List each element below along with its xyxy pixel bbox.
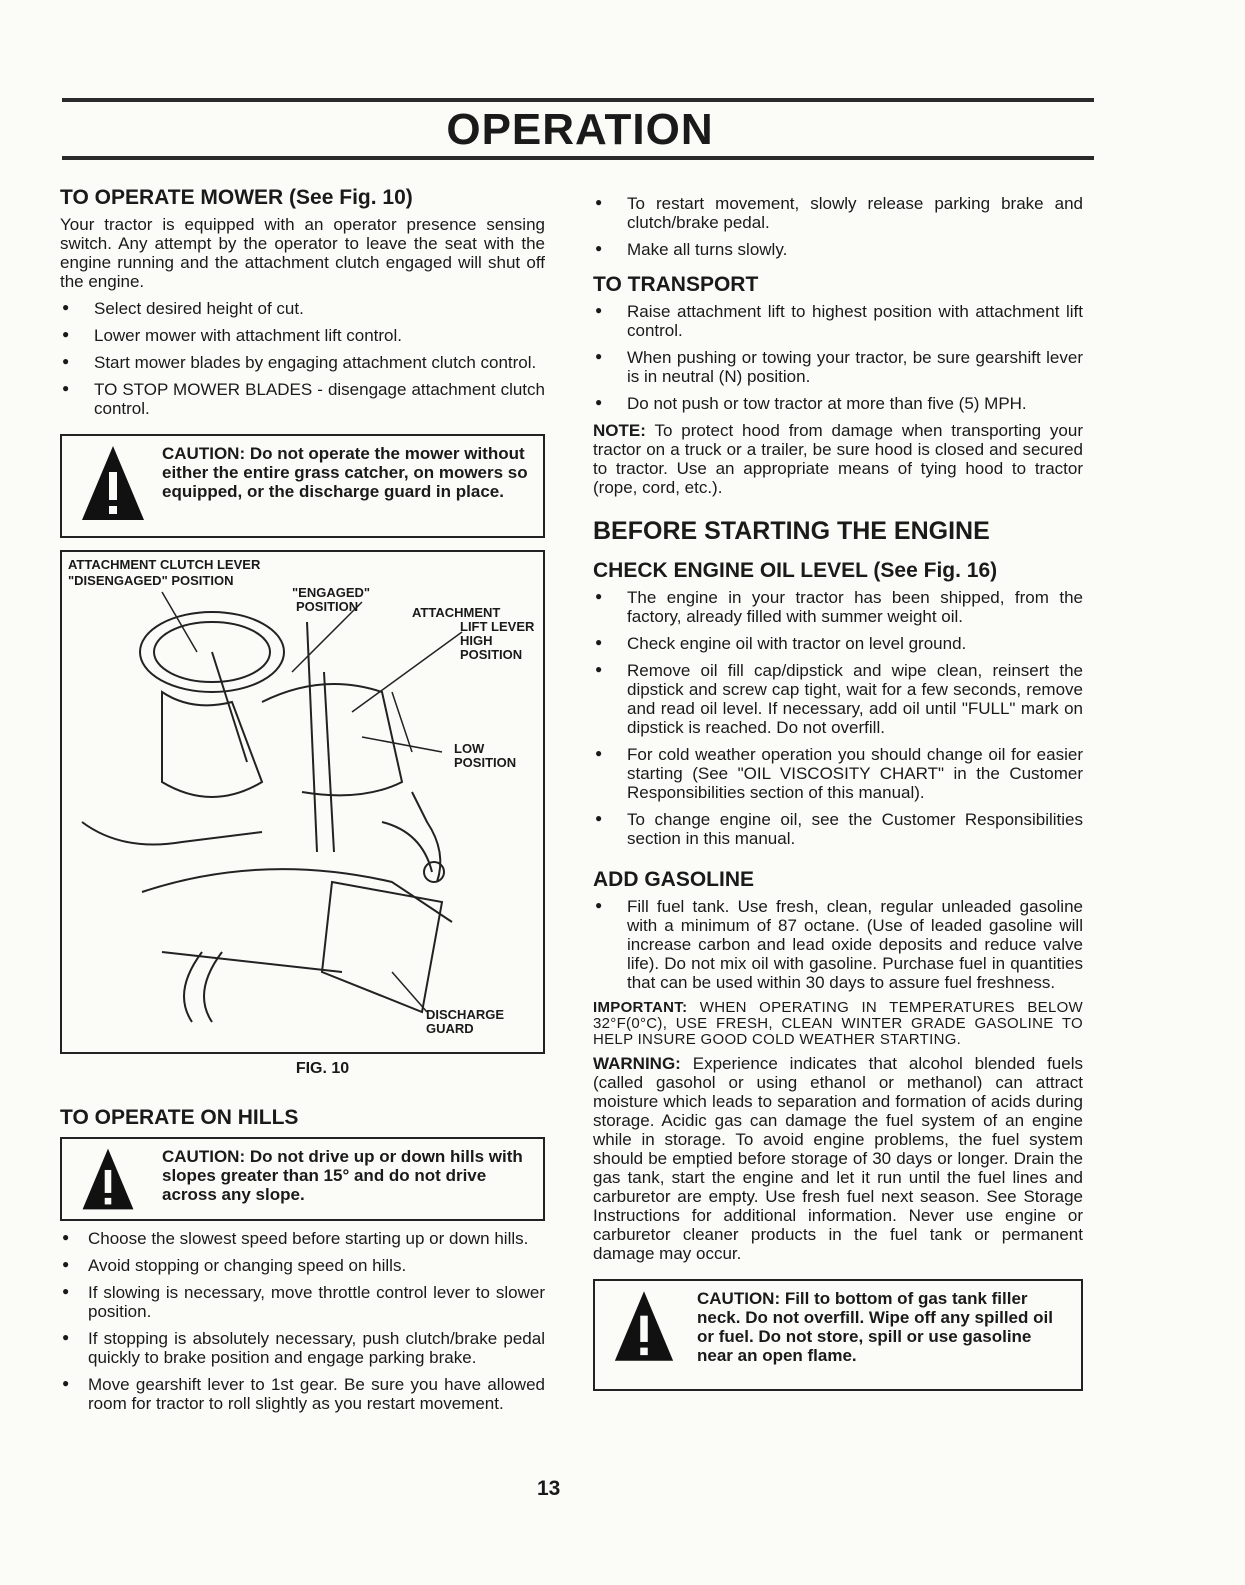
bullet-icon: ●: [62, 354, 70, 368]
list-item: ● The engine in your tractor has been shipped, from the factory, already filled with summer weight oil.: [595, 588, 1083, 626]
list-item: ● To restart movement, slowly release parking brake and clutch/brake pedal.: [595, 194, 1083, 232]
warning-triangle-icon: [613, 1289, 675, 1363]
gasoline-bullets: [593, 897, 1083, 992]
list-item: ● Do not push or tow tractor at more than five (5) MPH.: [595, 394, 1027, 413]
right-column: [593, 186, 1083, 1391]
label-low-1: LOW: [454, 741, 485, 756]
list-item: ● Remove oil fill cap/dipstick and wipe clean, reinsert the dipstick and screw cap tight, wait for a few seconds, remove and read oil level. If necessary, add oil until "FULL" mark on dipstick is reached. Do not overfill.: [595, 661, 1083, 737]
list-item: ● Fill fuel tank. Use fresh, clean, regular unleaded gasoline with a minimum of 87 octane. (Use of leaded gasoline will increase carbon and lead oxide deposits and reduce valve life). Do not mix oil with gasoline. Purchase fuel in quantities that can be used within 30 days to assure fuel freshness.: [595, 897, 1083, 992]
list-item: ● Start mower blades by engaging attachment clutch control.: [62, 353, 537, 372]
oil-heading: CHECK ENGINE OIL LEVEL (See Fig. 16): [593, 559, 998, 582]
mower-caution-box: [60, 434, 545, 538]
bullet-icon: ●: [595, 811, 603, 825]
gas-caution-box: [593, 1279, 1083, 1391]
bullet-icon: ●: [595, 241, 603, 255]
bullet-icon: ●: [62, 1376, 70, 1390]
page-number: 13: [537, 1477, 561, 1500]
bullet-icon: ●: [62, 1230, 70, 1244]
warning-triangle-icon: [80, 1147, 136, 1211]
important-label: IMPORTANT:: [593, 999, 688, 1016]
bullet-icon: ●: [595, 746, 603, 760]
list-item: ● If slowing is necessary, move throttle control lever to slower position.: [62, 1283, 545, 1321]
list-item: ● To change engine oil, see the Customer Responsibilities section in this manual.: [595, 810, 1083, 848]
warning-note: [593, 1054, 1083, 1263]
list-item: ● Avoid stopping or changing speed on hills.: [62, 1256, 407, 1275]
important-text: WHEN OPERATING IN TEMPERATURES BELOW 32°F(0°C), USE FRESH, CLEAN WINTER GRADE GASOLINE TO HELP INSURE GOOD COLD WEATHER STARTING.: [593, 999, 1084, 1048]
warning-text: Experience indicates that alcohol blended fuels (called gasohol or using ethanol or methanol) can attract moisture which leads to separation and formation of acids during storage. Acidic gas can damage the fuel system of an engine while in storage. To avoid engine problems, the fuel system should be emptied before storage of 30 days or longer. Drain the gas tank, start the engine and let it run until the fuel lines and carburetor are empty. Use fresh fuel next season. See Storage Instructions for additional information. Never use engine or carburetor cleaner products in the fuel tank or permanent damage may occur.: [593, 1054, 1083, 1263]
hills-caution-text: CAUTION: Do not drive up or down hills with slopes greater than 15° and do not drive across any slope.: [162, 1147, 523, 1204]
gasoline-heading: ADD GASOLINE: [593, 868, 755, 891]
note-text: To protect hood from damage when transporting your tractor on a truck or a trailer, be sure hood is closed and secured to tractor. Use an appropriate means of tying hood to tractor (rope, cord, etc.).: [593, 421, 1083, 497]
label-lift-1: ATTACHMENT: [412, 605, 501, 620]
mower-caution-text: CAUTION: Do not operate the mower without either the entire grass catcher, on mowers so equipped, or the discharge guard in place.: [162, 444, 528, 501]
list-item: ● Make all turns slowly.: [595, 240, 788, 259]
bullet-icon: ●: [595, 349, 603, 363]
mower-bullets: [60, 299, 545, 418]
left-column: [60, 184, 545, 1413]
bullet-icon: ●: [595, 303, 603, 317]
before-starting-heading: BEFORE STARTING THE ENGINE: [593, 517, 990, 545]
figure-caption: FIG. 10: [295, 1060, 350, 1077]
oil-bullets: [593, 588, 1083, 848]
page-title: OPERATION: [446, 105, 714, 154]
label-engaged: "ENGAGED": [292, 585, 371, 600]
transport-note: [593, 421, 1083, 497]
mower-heading: TO OPERATE MOWER (See Fig. 10): [60, 186, 413, 209]
transport-bullets: [593, 302, 1083, 413]
bullet-icon: ●: [595, 898, 603, 912]
list-item: ● Choose the slowest speed before starting up or down hills.: [62, 1229, 529, 1248]
gas-caution-text: CAUTION: Fill to bottom of gas tank filler neck. Do not overfill. Wipe off any spilled oil or fuel. Do not store, spill or use gasoline near an open flame.: [697, 1289, 1053, 1365]
top-rule: [62, 98, 1094, 102]
mower-intro: Your tractor is equipped with an operator presence sensing switch. Any attempt by the operator to leave the seat with the engine running and the attachment clutch engaged will shut off the engine.: [60, 215, 545, 291]
list-item: ● TO STOP MOWER BLADES - disengage attachment clutch control.: [62, 380, 545, 418]
important-note: [593, 1000, 1083, 1048]
list-item: ● Lower mower with attachment lift control.: [62, 326, 403, 345]
bullet-icon: ●: [62, 300, 70, 314]
list-item: ● If stopping is absolutely necessary, push clutch/brake pedal quickly to brake position and engage parking brake.: [62, 1329, 545, 1367]
warning-label: WARNING:: [593, 1054, 681, 1073]
figure-10: [60, 550, 545, 1054]
hills-caution-box: [60, 1137, 545, 1221]
restart-bullets: [593, 194, 1083, 259]
bullet-icon: ●: [595, 589, 603, 603]
label-low-2: POSITION: [454, 755, 517, 770]
list-item: ● Select desired height of cut.: [62, 299, 304, 318]
bullet-icon: ●: [62, 327, 70, 341]
transport-heading: TO TRANSPORT: [593, 273, 759, 296]
list-item: ● Raise attachment lift to highest position with attachment lift control.: [595, 302, 1083, 340]
label-engaged-position: POSITION: [296, 599, 359, 614]
list-item: ● Move gearshift lever to 1st gear. Be sure you have allowed room for tractor to roll slightly as you restart movement.: [62, 1375, 545, 1413]
label-discharge-2: GUARD: [426, 1021, 474, 1036]
label-clutch-lever: ATTACHMENT CLUTCH LEVER: [68, 557, 261, 572]
label-discharge-1: DISCHARGE: [426, 1007, 505, 1022]
bullet-icon: ●: [595, 395, 603, 409]
hills-bullets: [60, 1229, 545, 1413]
bullet-icon: ●: [62, 1330, 70, 1344]
list-item: ● Check engine oil with tractor on level ground.: [595, 634, 967, 653]
hills-heading: TO OPERATE ON HILLS: [60, 1106, 299, 1129]
title-rule: [62, 156, 1094, 160]
bullet-icon: ●: [62, 381, 70, 395]
label-disengaged: "DISENGAGED" POSITION: [68, 573, 234, 588]
bullet-icon: ●: [62, 1284, 70, 1298]
note-label: NOTE:: [593, 421, 646, 440]
label-lift-3: HIGH POSITION: [460, 633, 523, 662]
bullet-icon: ●: [595, 635, 603, 649]
bullet-icon: ●: [595, 662, 603, 676]
warning-triangle-icon: [80, 444, 146, 522]
bullet-icon: ●: [62, 1257, 70, 1271]
list-item: ● When pushing or towing your tractor, be sure gearshift lever is in neutral (N) position.: [595, 348, 1083, 386]
bullet-icon: ●: [595, 195, 603, 209]
list-item: ● For cold weather operation you should change oil for easier starting (See "OIL VISCOSITY CHART" in the Customer Responsibilities section of this manual).: [595, 745, 1083, 802]
label-lift-2: LIFT LEVER: [460, 619, 535, 634]
